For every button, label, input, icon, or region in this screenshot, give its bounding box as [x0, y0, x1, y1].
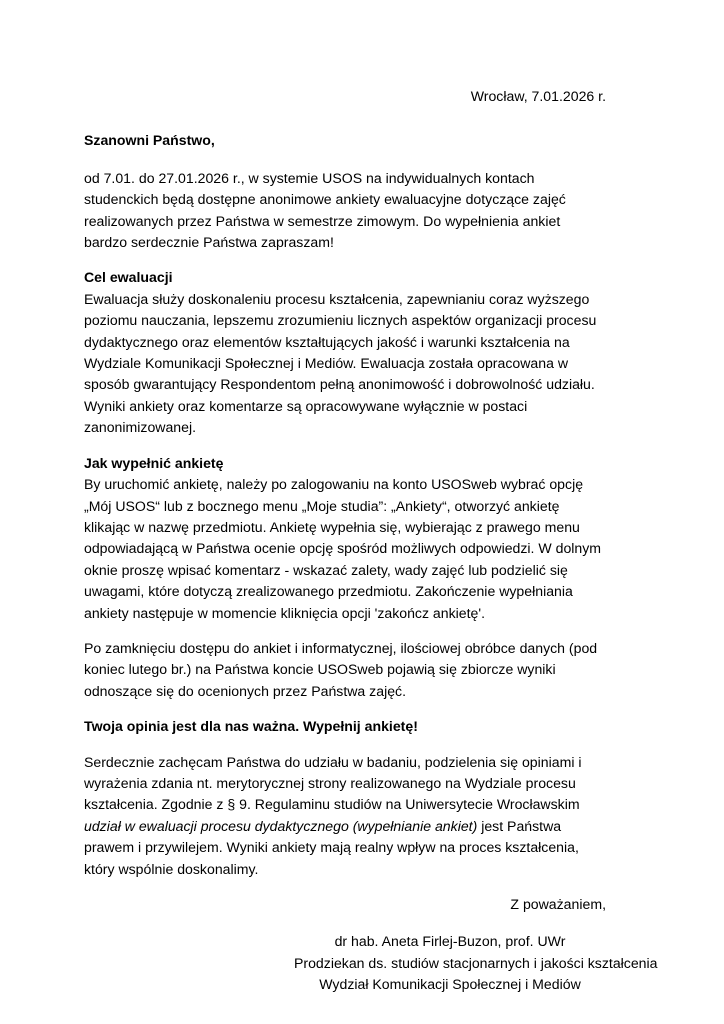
section-heading-cel-ewaluacji: Cel ewaluacji: [84, 269, 173, 286]
section-heading-jak-wypelnic-ankiete: Jak wypełnić ankietę: [84, 454, 224, 471]
callout-heading: Twoja opinia jest dla nas ważna. Wypełnij ankietę!: [84, 718, 418, 735]
closing-paragraph-part1: Serdecznie zachęcam Państwa do udziału w badaniu, podzielenia się opiniami i wyrażenia zdania nt. merytorycznej strony realizowanego na Wydziale procesu kształcenia. Zgodnie z § 9. Regulaminu studiów na Uniwersytecie Wrocławskim: [84, 753, 582, 813]
signature-faculty: Wydział Komunikacji Społecznej i Mediów: [319, 976, 581, 993]
signature-name: dr hab. Aneta Firlej-Buzon, prof. UWr: [334, 933, 566, 950]
salutation: Szanowni Państwo,: [84, 132, 215, 149]
section-jak-wypelnic-ankiete: [84, 453, 606, 624]
date-line: Wrocław, 7.01.2026 r.: [470, 88, 606, 104]
signature-block: [84, 931, 658, 995]
section-body-cel-ewaluacji: Ewaluacja służy doskonaleniu procesu kształcenia, zapewnianiu coraz wyższego poziomu nauczania, lepszemu zrozumieniu licznych aspektów organizacji procesu dydaktycznego oraz elementów kształtujących jakość i warunki kształcenia na Wydziale Komunikacji Społecznej i Mediów. Ewaluacja została opracowana w sposób gwarantujący Respondentom pełną anonimowość i dobrowolność udziału. Wyniki ankiety oraz komentarze są opracowywane wyłącznie w postaci zanonimizowanej.: [84, 290, 597, 436]
intro-paragraph: od 7.01. do 27.01.2026 r., w systemie USOS na indywidualnych kontach studenckich będą dostępne anonimowe ankiety ewaluacyjne dotyczące zajęć realizowanych przez Państwa w semestrze zimowym. Do wypełnienia ankiet bardzo serdecznie Państwa zapraszam!: [84, 169, 566, 251]
letter-body: [84, 86, 658, 996]
results-paragraph: Po zamknięciu dostępu do ankiet i informatycznej, ilościowej obróbce danych (pod koniec lutego br.) na Państwa koncie USOSweb pojawią się zbiorcze wyniki odnoszące się do ocenionych przez Państwa zajęć.: [84, 639, 598, 699]
closing-paragraph-italic: udział w ewaluacji procesu dydaktycznego (wypełnianie ankiet): [84, 817, 478, 834]
closing-paragraph-part2: jest Państwa prawem i przywilejem. Wyniki ankiety mają realny wpływ na proces kształcenia, który wspólnie doskonalimy.: [84, 817, 579, 877]
closing-paragraph: [84, 752, 606, 880]
section-cel-ewaluacji: [84, 267, 606, 438]
signoff: Z poważaniem,: [510, 896, 606, 912]
section-body-jak-wypelnic-ankiete: By uruchomić ankietę, należy po zalogowaniu na konto USOSweb wybrać opcję „Mój USOS“ lub z bocznego menu „Moje studia”: „Ankiety“, otworzyć ankietę klikając w nazwę przedmiotu. Ankietę wypełnia się, wybierając z prawego menu odpowiadającą w Państwa ocenie opcję spośród możliwych odpowiedzi. W dolnym oknie proszę wpisać komentarz - wskazać zalety, wady zajęć lub podzielić się uwagami, które dotyczą zrealizowanego przedmiotu. Zakończenie wypełniania ankiety następuje w momencie kliknięcia opcji 'zakończ ankietę'.: [84, 476, 602, 621]
signature-role: Prodziekan ds. studiów stacjonarnych i jakości kształcenia: [294, 954, 658, 971]
